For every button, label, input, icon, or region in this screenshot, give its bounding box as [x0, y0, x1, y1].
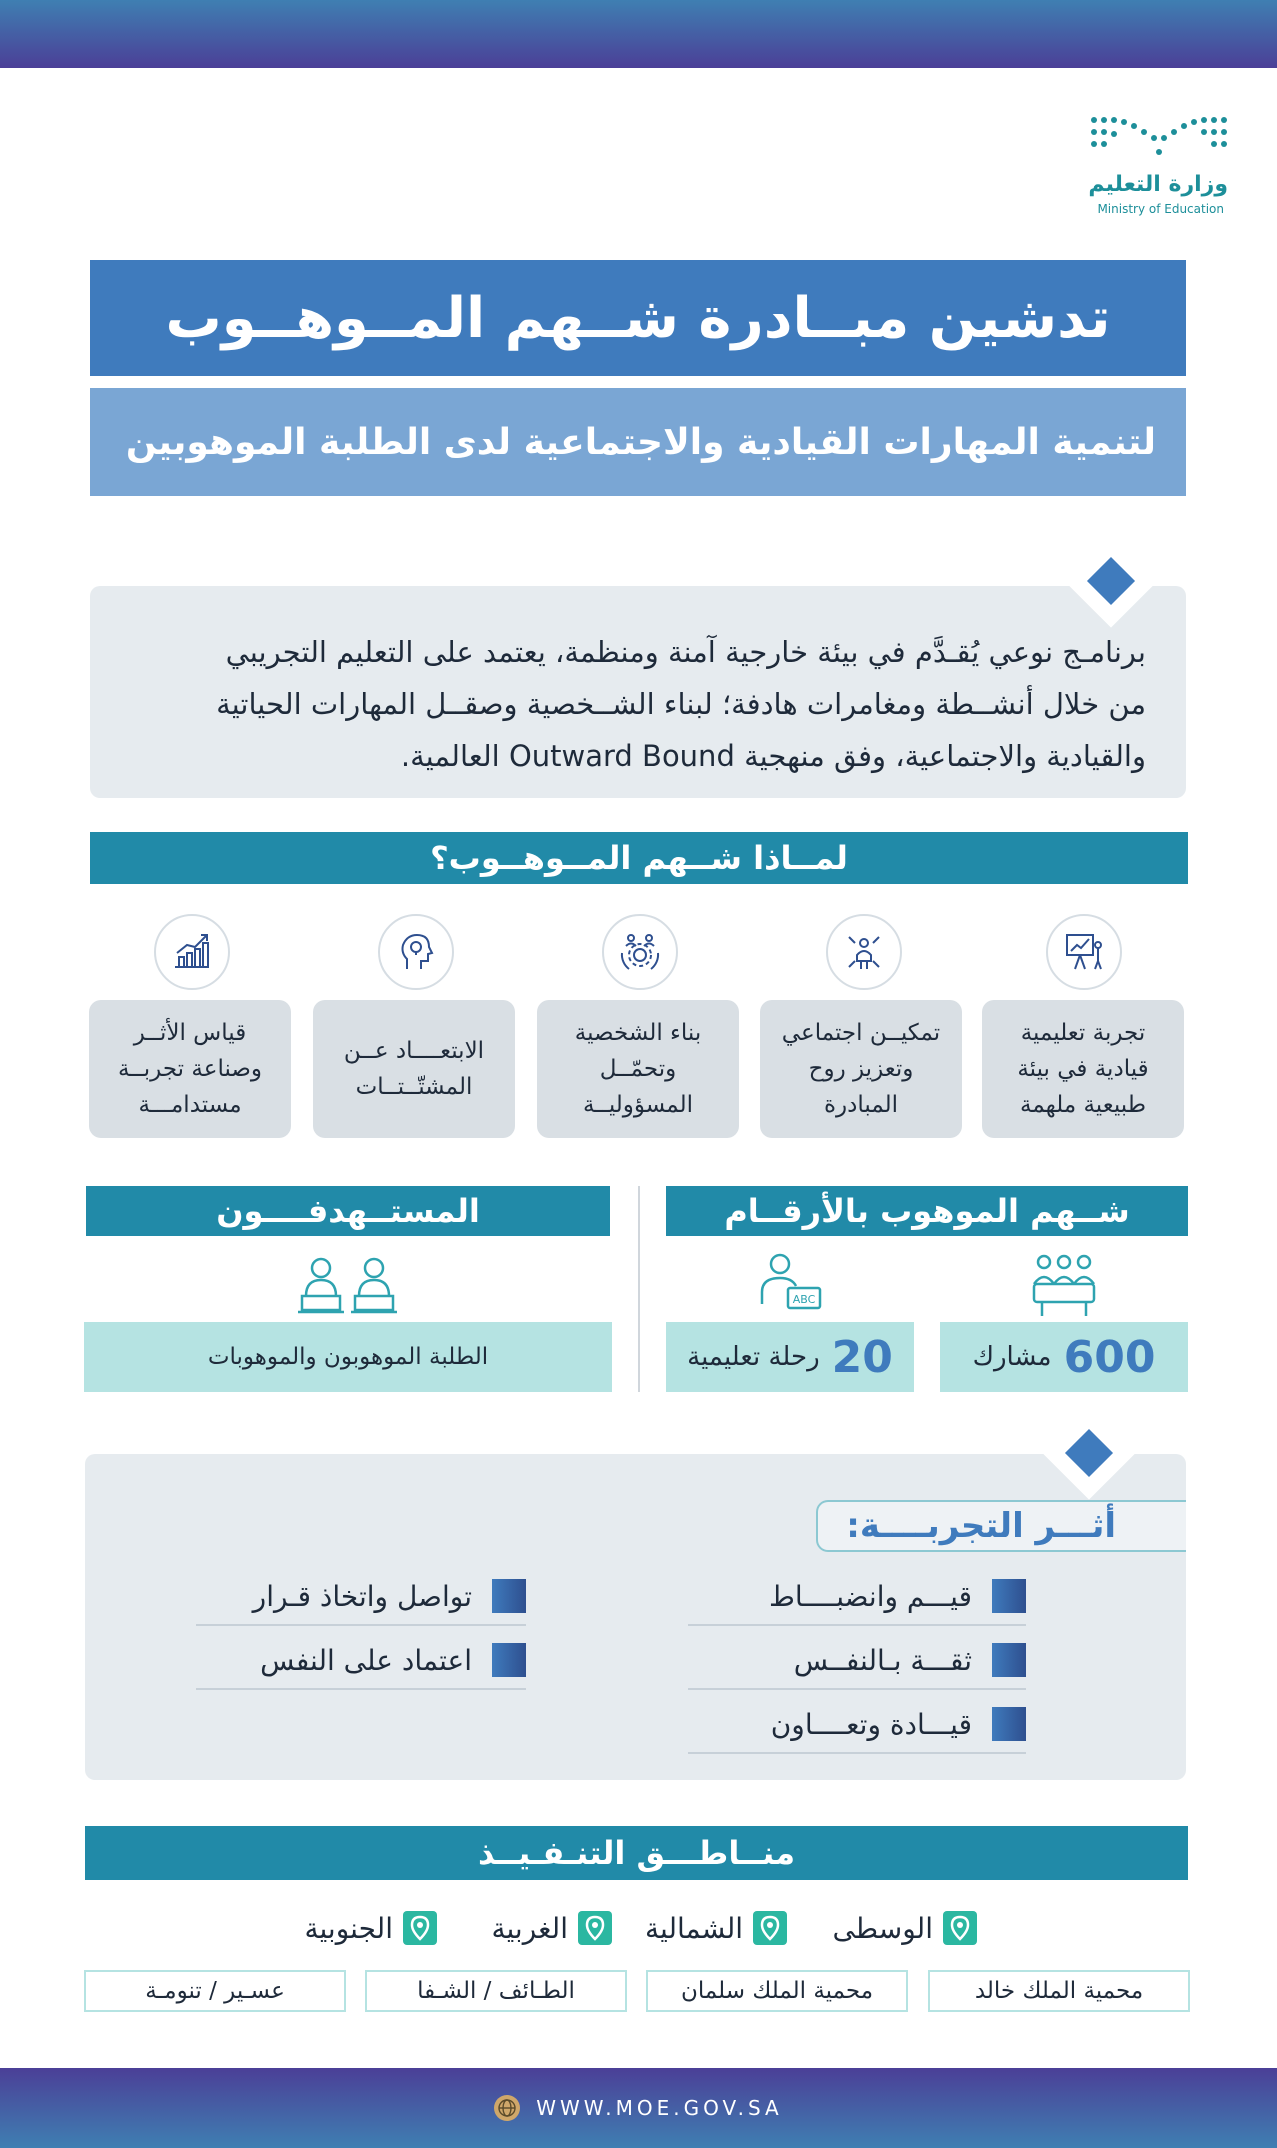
- participants-group-icon: [1030, 1254, 1098, 1318]
- students-icon: [296, 1256, 400, 1318]
- why-card: [313, 1000, 515, 1138]
- location-pin-icon: [753, 1911, 787, 1945]
- diamond-icon: [1065, 1429, 1113, 1477]
- region-item: [491, 1906, 612, 1950]
- bullet-square-icon: [992, 1579, 1026, 1613]
- target-heading: [86, 1186, 610, 1236]
- why-card: [760, 1000, 962, 1138]
- why-card: [537, 1000, 739, 1138]
- site-name: محمية الملك سلمان: [680, 1978, 874, 2004]
- impact-item: [688, 1696, 1026, 1754]
- why-card-label: تمكيــن اجتماعي وتعزيز روح المبادرة: [781, 1020, 941, 1118]
- impact-heading-text: أثـــر التجربــــة:: [846, 1506, 1116, 1546]
- participants-value: 600: [1063, 1331, 1156, 1383]
- region-name: الشمالية: [645, 1911, 743, 1945]
- regions-heading: [85, 1826, 1188, 1880]
- title-banner: [90, 260, 1186, 376]
- region-name: الوسطى: [832, 1911, 933, 1945]
- location-pin-icon: [403, 1911, 437, 1945]
- logo-dots-icon: [1088, 112, 1230, 162]
- growth-chart-icon: [154, 914, 230, 990]
- description-line: برنامـج نوعي يُقـدَّم في بيئة خارجية آمنة ومنظمة، يعتمد على التعليم التجريبي: [225, 635, 1146, 669]
- numbers-heading: [666, 1186, 1188, 1236]
- why-card-label: تجربة تعليمية قيادية في بيئة طبيعية ملهمة: [1017, 1020, 1149, 1118]
- impact-list-left: [196, 1568, 526, 1690]
- site-name: عسـير / تنومـة: [145, 1978, 285, 2004]
- participants-stat: [940, 1322, 1188, 1392]
- trips-value: 20: [831, 1331, 893, 1383]
- numbers-heading-text: شــهم الموهوب بالأرقــام: [724, 1192, 1130, 1230]
- teacher-abc-icon: [758, 1252, 824, 1318]
- section-divider: [638, 1186, 640, 1392]
- diamond-icon: [1087, 557, 1135, 605]
- trips-stat: [666, 1322, 914, 1392]
- regions-heading-text: منــاطـــق التنـفـيــذ: [477, 1834, 796, 1872]
- why-heading: [90, 832, 1188, 884]
- bullet-square-icon: [992, 1643, 1026, 1677]
- site-box: [365, 1970, 627, 2012]
- page-title: تدشين مبــادرة شــهم المــوهــوب: [165, 285, 1111, 351]
- focus-head-icon: [378, 914, 454, 990]
- region-item: [832, 1906, 977, 1950]
- ministry-logo: [1078, 108, 1238, 218]
- impact-list-right: [688, 1568, 1026, 1754]
- site-box: [928, 1970, 1190, 2012]
- why-card-label: بناء الشخصية وتحمّــل المسؤوليــة: [574, 1020, 702, 1118]
- character-gear-icon: [602, 914, 678, 990]
- why-heading-text: لمــاذا شــهم المــوهــوب؟: [430, 839, 848, 877]
- empowerment-icon: [826, 914, 902, 990]
- site-box: [84, 1970, 346, 2012]
- bullet-square-icon: [492, 1643, 526, 1677]
- impact-item-label: قيـــم وانضبــــاط: [768, 1579, 972, 1613]
- region-item: [645, 1906, 787, 1950]
- why-card: [89, 1000, 291, 1138]
- footer-bar: [0, 2068, 1277, 2148]
- site-name: الطـائف / الشـفا: [417, 1978, 575, 2004]
- site-name: محمية الملك خالد: [974, 1978, 1144, 2004]
- impact-item-label: ثقـــة بـالنفــس: [793, 1643, 972, 1677]
- impact-item: [688, 1568, 1026, 1626]
- bullet-square-icon: [992, 1707, 1026, 1741]
- trips-label: رحلة تعليمية: [687, 1342, 820, 1372]
- region-item: [304, 1906, 437, 1950]
- target-box: [84, 1322, 612, 1392]
- why-card: [982, 1000, 1184, 1138]
- page-subtitle: لتنمية المهارات القيادية والاجتماعية لدى الطلبة الموهوبين: [125, 421, 1156, 463]
- top-gradient-bar: [0, 0, 1277, 68]
- description-line: من خلال أنشــطة ومغامرات هادفة؛ لبناء الشــخصية وصقــل المهارات الحياتية: [216, 687, 1146, 721]
- subtitle-banner: [90, 388, 1186, 496]
- ministry-name-en: Ministry of Education: [1097, 202, 1224, 216]
- bullet-square-icon: [492, 1579, 526, 1613]
- region-name: الغربية: [491, 1911, 568, 1945]
- impact-item: [688, 1632, 1026, 1690]
- impact-item-label: اعتماد على النفس: [260, 1643, 472, 1677]
- description-line: والقيادية والاجتماعية، وفق منهجية Outward Bound العالمية.: [400, 739, 1146, 773]
- ministry-name-ar: وزارة التعليم: [1088, 172, 1228, 197]
- impact-item: [196, 1568, 526, 1626]
- website-link[interactable]: WWW.MOE.GOV.SA: [536, 2096, 783, 2120]
- svg-text:ABC: ABC: [792, 1293, 816, 1306]
- impact-item: [196, 1632, 526, 1690]
- impact-item-label: قيـــادة وتعــــاون: [770, 1707, 972, 1741]
- why-card-label: قياس الأثــر وصناعة تجربــة مستدامـــة: [117, 1020, 263, 1118]
- target-heading-text: المستــهدفــــون: [216, 1192, 480, 1230]
- site-box: [646, 1970, 908, 2012]
- globe-icon: [494, 2095, 520, 2121]
- location-pin-icon: [943, 1911, 977, 1945]
- target-label: الطلبة الموهوبون والموهوبات: [207, 1344, 489, 1370]
- presentation-icon: [1046, 914, 1122, 990]
- participants-label: مشارك: [972, 1342, 1052, 1372]
- region-name: الجنوبية: [304, 1911, 393, 1945]
- impact-heading: [816, 1500, 1186, 1552]
- description-panel: [90, 586, 1186, 798]
- location-pin-icon: [578, 1911, 612, 1945]
- impact-item-label: تواصل واتخاذ قـرار: [252, 1579, 472, 1613]
- why-card-label: الابتعــــاد عــن المشتّــتــات: [343, 1038, 485, 1100]
